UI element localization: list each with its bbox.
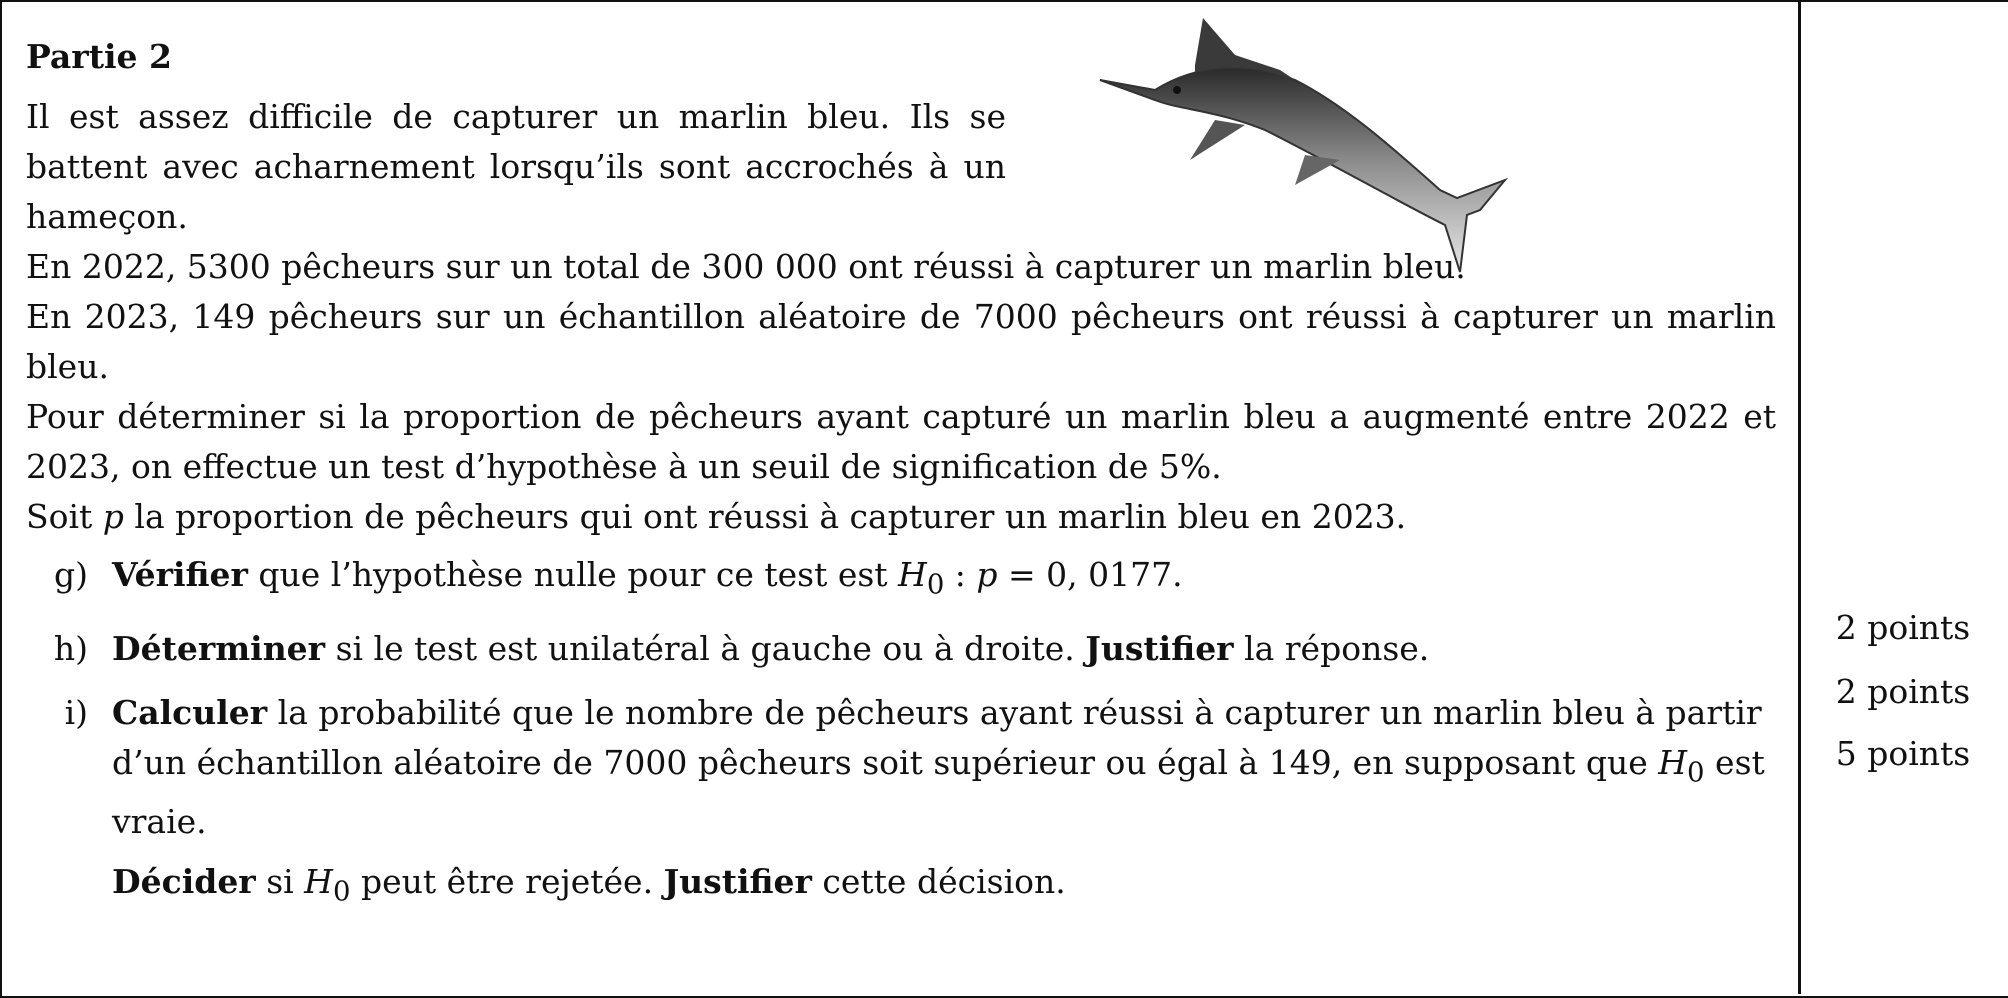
question-i-decision: Décider si $H_0$ peut être rejetée. Justifier cette décision. bbox=[112, 862, 1066, 908]
exercise-body bbox=[26, 32, 1776, 931]
points-g: 2 points bbox=[1835, 608, 1971, 647]
definition-line: Soit p la proportion de pêcheurs qui ont réussi à capturer un marlin bleu en 2023. bbox=[26, 497, 1407, 536]
question-i: i) Calculer la probabilité que le nombre de pêcheurs ayant réussi à capturer un marlin bleu à partir d’un échantillon aléatoire de 7000 pêcheurs soit supérieur ou égal à 149, en supposant que $H_0$ est vraie. Décider si $H_0$ peut être rejetée. Justifier cette décision. bbox=[26, 688, 1776, 917]
points-i: 5 points bbox=[1835, 734, 1971, 773]
question-label: i) bbox=[64, 692, 88, 732]
question-label: g) bbox=[54, 555, 88, 594]
paragraph-2022: En 2022, 5300 pêcheurs sur un total de 300 000 ont réussi à capturer un marlin bleu. bbox=[26, 247, 1466, 286]
paragraph-2023: En 2023, 149 pêcheurs sur un échantillon aléatoire de 7000 pêcheurs ont réussi à capturer un marlin bleu. bbox=[26, 297, 1776, 386]
question-g: g) Vérifier que l’hypothèse nulle pour ce test est $H_0$ : p = 0, 0177. bbox=[26, 550, 1776, 610]
question-h: h) Déterminer si le test est unilatéral à gauche ou à droite. Justifier la réponse. bbox=[26, 624, 1776, 674]
points-column bbox=[1800, 0, 2006, 994]
section-title: Partie 2 bbox=[26, 37, 172, 76]
points-h: 2 points bbox=[1835, 672, 1971, 711]
paragraph-test: Pour déterminer si la proportion de pêcheurs ayant capturé un marlin bleu a augmenté entre 2022 et 2023, on effectue un test d’hypothèse à un seuil de signification de 5%. bbox=[26, 397, 1776, 486]
intro-text: Il est assez difficile de capturer un marlin bleu. Ils se battent avec acharnement lorsqu’ils sont accrochés à un hameçon. bbox=[26, 97, 1006, 236]
question-label: h) bbox=[53, 628, 88, 668]
